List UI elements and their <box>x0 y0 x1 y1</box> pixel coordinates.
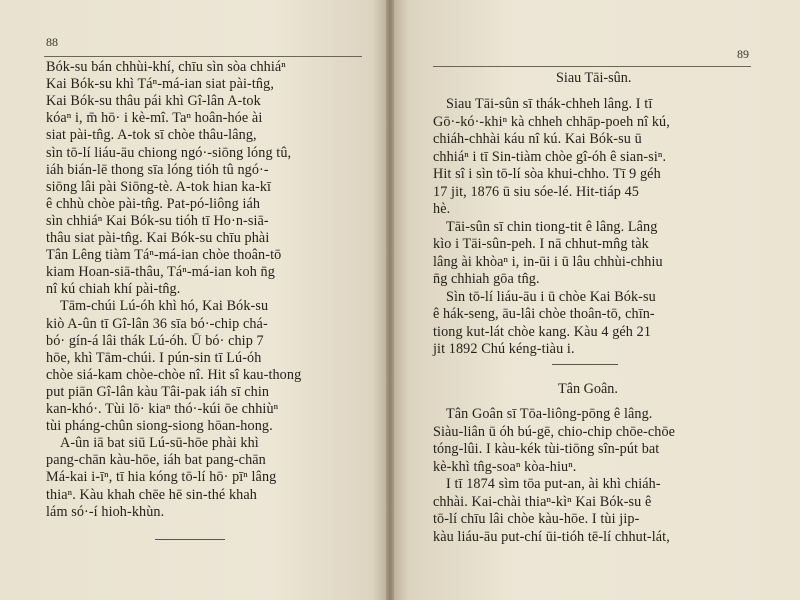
left-text-line: tùi pháng-chûn siong-siong hōan-hong. <box>46 418 273 435</box>
right-text-line: hè. <box>433 201 451 217</box>
left-page-number: 88 <box>46 35 58 49</box>
right-text-line: Hit sî i sìn tō-lí sòa khui-chho. Tī 9 géh <box>433 166 661 182</box>
left-text-line: lám só·-í hioh-khùn. <box>46 503 165 520</box>
right-text-line: Siau Tāi-sûn sī thák-chheh lâng. I tī <box>446 96 653 112</box>
left-text-line: nî kú chiah khí pài-tn̂g. <box>46 281 181 298</box>
right-section-divider <box>552 364 618 365</box>
right-text-line: tiong kut-lát chòe kang. Kàu 4 géh 21 <box>433 323 652 340</box>
left-text-line: ê chhù chòe pài-tn̂g. Pat-pó-liông iáh <box>46 195 261 212</box>
book-gutter <box>386 0 394 600</box>
right-text-line: Sìn tō-lí liáu-āu i ū chòe Kai Bók-su <box>446 288 656 305</box>
left-text-line: hōe, khì Tām-chúi. I pún-sin tī Lú-óh <box>46 349 262 366</box>
left-end-rule <box>155 539 225 540</box>
section-heading: Tân Goân. <box>558 381 618 397</box>
right-text-line: I tī 1874 sìm tōa put-an, ài khì chiáh- <box>446 476 661 492</box>
right-header-rule <box>433 66 751 67</box>
left-text-line: kan-khó·. Tùi lō· kiaⁿ thó·-kúi ōe chhiùⁿ <box>46 401 279 417</box>
section-heading: Siau Tāi-sûn. <box>556 70 632 86</box>
right-page-number: 89 <box>737 47 749 61</box>
right-text-line: 17 jit, 1876 ū siu sóe-lé. Hit-tiáp 45 <box>433 183 639 200</box>
left-text-line: Tām-chúi Lú-óh khì hó, Kai Bók-su <box>60 298 269 315</box>
right-text-line: kè-khì tn̂g-soaⁿ kòa-hiuⁿ. <box>433 458 577 475</box>
left-text-line: sìn tō-lí liáu-āu chiong ngó·-siōng lóng tû, <box>46 144 292 161</box>
right-text-line: Tân Goân sī Tōa-liông-pōng ê lâng. <box>446 406 653 422</box>
left-text-line: siat pài-tn̂g. A-tok sī chòe thâu-lâng, <box>46 127 257 144</box>
right-text-line: Siàu-liân ū óh bú-gē, chio-chip chōe-chōe <box>433 423 676 440</box>
left-text-line: bó· gín-á lâi thák Lú-óh. Ū bó· chip 7 <box>46 332 264 349</box>
left-text-line: kóaⁿ i, m̄ hō· i kè-mî. Taⁿ hoân-hóe ài <box>46 110 263 127</box>
right-text-line: tóng-lûi. I kàu-kék tùi-tiōng sîn-pút bat <box>433 441 660 457</box>
right-text-line: Gō·-kó·-khiⁿ kà chheh chhāp-poeh nî kú, <box>433 113 670 130</box>
right-text-line: lâng ài khòaⁿ i, in-ūi i ū lâu chhùi-chhiu <box>433 253 663 270</box>
right-text-line: kìo i Tāi-sûn-peh. I nā chhut-mn̂g tàk <box>433 236 649 252</box>
right-text-line: jit 1892 Chú kéng-tiàu i. <box>433 341 575 357</box>
right-text-line: n̄g chhiah gōa tn̂g. <box>433 271 540 287</box>
left-text-line: put piān Gî-lân kàu Tâi-pak iáh sī chin <box>46 383 270 400</box>
left-text-line: thiaⁿ. Kàu khah chēe hē sin-thé khah <box>46 486 257 503</box>
right-text-line: Tāi-sûn sī chin tiong-tit ê lâng. Lâng <box>446 218 658 235</box>
right-text-line: ê hák-seng, āu-lâi chòe thoân-tō, chīn- <box>433 306 655 322</box>
right-text-line: kàu liáu-āu put-chí ūi-tióh tē-lí chhut-lát, <box>433 528 670 545</box>
left-text-line: pang-chān kàu-hōe, iáh bat pang-chān <box>46 452 266 469</box>
left-text-line: chòe siá-kam chòe-chòe nî. Hit sî kau-thong <box>46 366 302 383</box>
right-text-line: tō-lí chīu lâi chòe kàu-hōe. I tùi jip- <box>433 511 640 527</box>
left-text-line: siōng lâi pài Siōng-tè. A-tok hian ka-kī <box>46 178 272 195</box>
left-text-line: iáh bián-lē thong sīa lóng tióh tû ngó·- <box>46 161 269 178</box>
left-text-line: Má-kai i-īⁿ, tī hia kóng tō-lí hō· pīⁿ lâng <box>46 469 277 486</box>
left-header-rule <box>44 56 362 57</box>
left-text-line: Kai Bók-su khì Táⁿ-má-ian siat pài-tn̂g, <box>46 76 274 93</box>
left-text-line: Kai Bók-su thâu pái khì Gî-lân A-tok <box>46 93 261 110</box>
left-text-line: kiam Hoan-siā-thâu, Táⁿ-má-ian koh n̄g <box>46 264 275 281</box>
left-text-line: A-ûn iā bat siū Lú-sū-hōe phài khì <box>60 435 259 452</box>
left-text-line: thâu siat pài-tn̂g. Kai Bók-su chīu phài <box>46 230 270 246</box>
right-text-line: chhiáⁿ i tī Sin-tiàm chòe gî-óh ê sian-siⁿ. <box>433 148 667 165</box>
left-text-line: Tân Lêng tiàm Táⁿ-má-ian chòe thoân-tō <box>46 247 282 264</box>
left-text-line: kiò A-ûn tī Gî-lân 36 sīa bó·-chip chá- <box>46 315 268 332</box>
left-text-line: sìn chhiáⁿ Kai Bók-su tióh tī Ho·n-siā- <box>46 212 269 229</box>
right-text-line: chiáh-chhài káu nî kú. Kai Bók-su ū <box>433 131 642 147</box>
left-text-line: Bók-su bán chhùi-khí, chīu sìn sòa chhiáⁿ <box>46 59 286 75</box>
right-text-line: chhài. Kai-chài thiaⁿ-kìⁿ Kai Bók-su ê <box>433 493 652 510</box>
